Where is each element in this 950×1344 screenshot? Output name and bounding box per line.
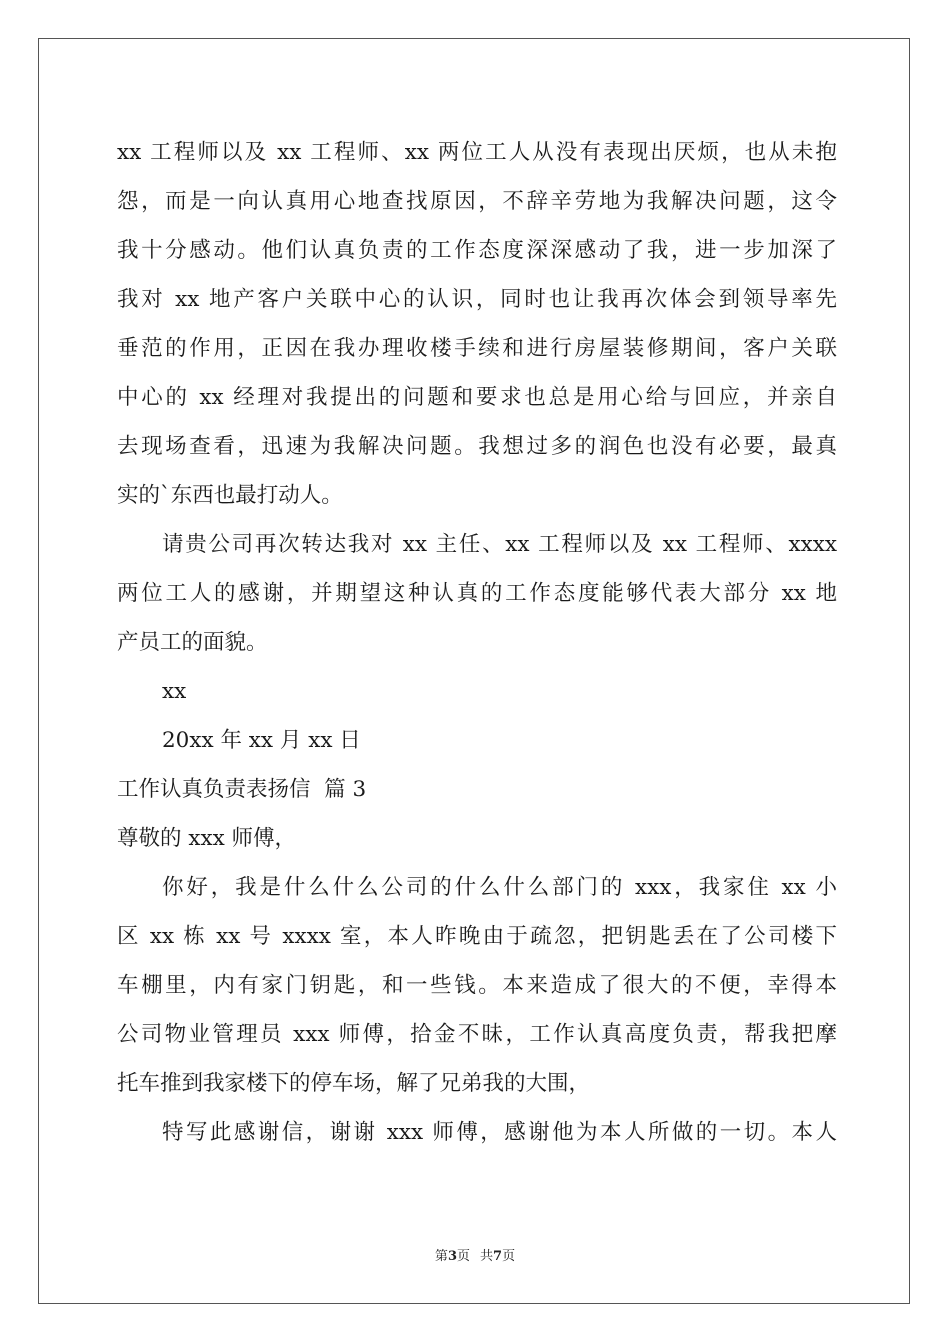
paragraph-line: 公司物业管理员 xxx 师傅，拾金不昧，工作认真高度负责，帮我把摩 [117,1022,837,1047]
document-body [117,128,837,1157]
total-pages-number: 7 [493,1249,503,1264]
paragraph-line: 车棚里，内有家门钥匙，和一些钱。本来造成了很大的不便，幸得本 [117,973,837,998]
paragraph-line: 你好，我是什么什么公司的什么什么部门的 xxx，我家住 xx 小 [162,875,837,900]
total-pages-prefix: 共 [480,1249,494,1264]
paragraph-line: 请贵公司再次转达我对 xx 主任、xx 工程师以及 xx 工程师、xxxx [162,532,837,557]
paragraph-line: 特写此感谢信，谢谢 xxx 师傅，感谢他为本人所做的一切。本人 [162,1120,837,1145]
paragraph-line: 去现场查看，迅速为我解决问题。我想过多的润色也没有必要，最真 [117,434,837,459]
paragraph-line: xx 工程师以及 xx 工程师、xx 两位工人从没有表现出厌烦，也从未抱 [117,140,837,165]
page-number-prefix: 第 [434,1249,448,1264]
paragraph-line: 中心的 xx 经理对我提出的问题和要求也总是用心给与回应，并亲自 [117,385,837,410]
paragraph-line: 区 xx 栋 xx 号 xxxx 室，本人昨晚由于疏忽，把钥匙丢在了公司楼下 [117,924,837,949]
paragraph-line: 我对 xx 地产客户关联中心的认识，同时也让我再次体会到领导率先 [117,287,837,312]
signature-date: 20xx 年 xx 月 xx 日 [162,728,361,753]
paragraph-line: 我十分感动。他们认真负责的工作态度深深感动了我，进一步加深了 [117,238,837,263]
paragraph-line: 实的`东西也最打动人。 [117,483,343,508]
section-heading: 工作认真负责表扬信 篇 3 [117,777,367,802]
salutation: 尊敬的 xxx 师傅， [117,826,297,851]
current-page-number: 3 [447,1249,457,1264]
paragraph-line: 垂范的作用，正因在我办理收楼手续和进行房屋装修期间，客户关联 [117,336,837,361]
total-pages-suffix: 页 [502,1249,516,1264]
signature-name: xx [162,679,187,704]
page-footer [0,1245,950,1264]
paragraph-line: 产员工的面貌。 [117,630,268,655]
page-number-suffix: 页 [456,1249,470,1264]
paragraph-line: 托车推到我家楼下的停车场，解了兄弟我的大围， [117,1071,591,1096]
paragraph-line: 两位工人的感谢，并期望这种认真的工作态度能够代表大部分 xx 地 [117,581,837,606]
paragraph-line: 怨，而是一向认真用心地查找原因，不辞辛劳地为我解决问题，这令 [117,189,837,214]
